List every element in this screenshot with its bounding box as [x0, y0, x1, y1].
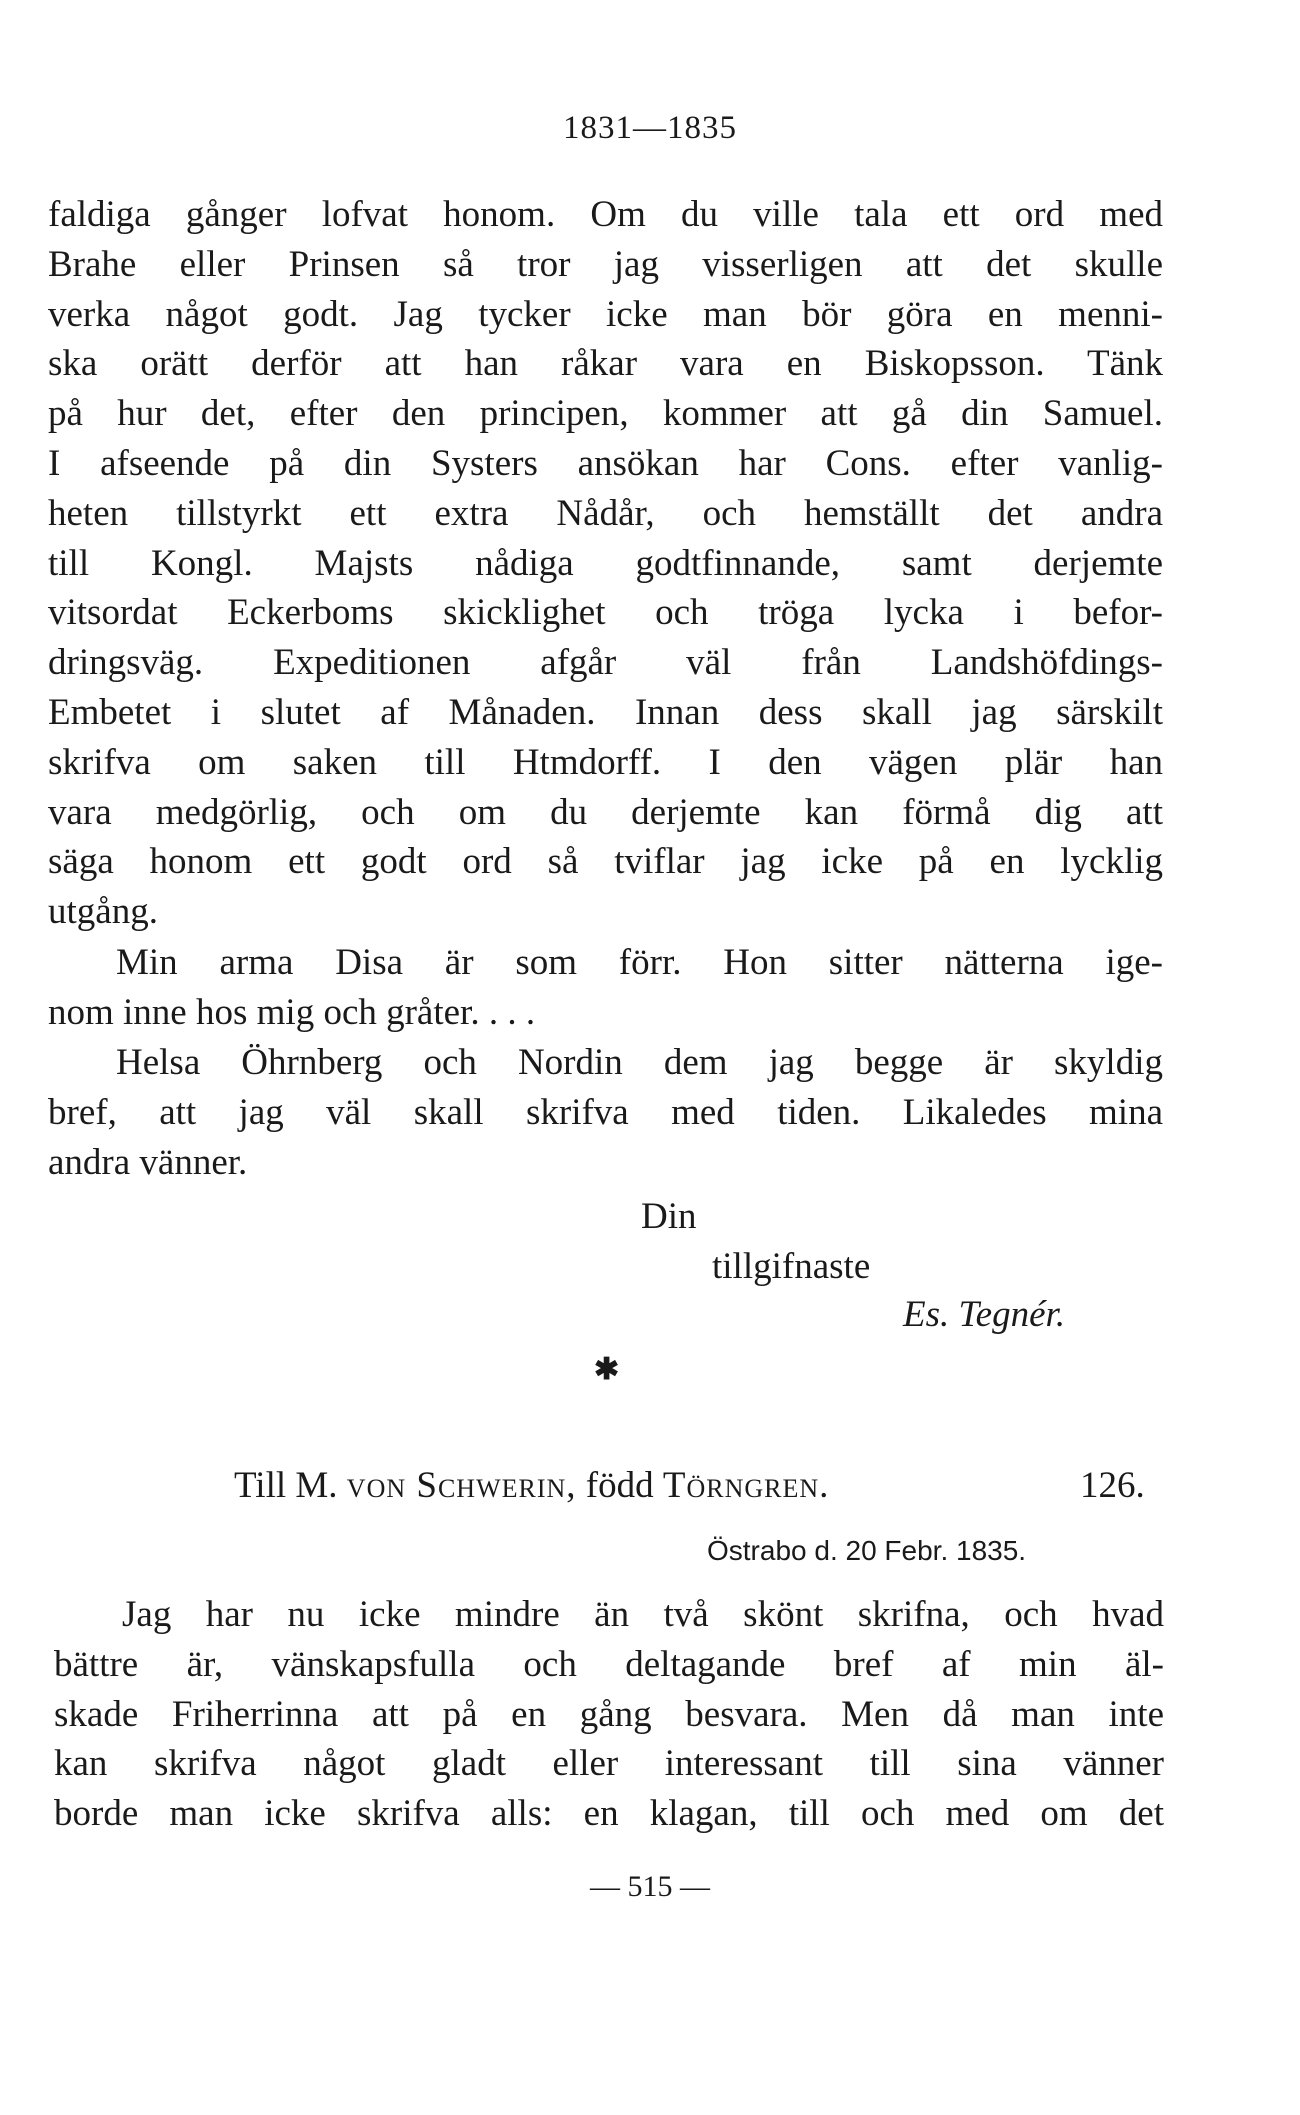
- page-number: — 515 —: [590, 1870, 710, 1903]
- text-line: I afseende på din Systers ansökan har Cons. efter vanlig-: [48, 442, 1163, 484]
- text-line: på hur det, efter den principen, kommer att gå din Samuel.: [48, 393, 1163, 435]
- text-line: heten tillstyrkt ett extra Nådår, och hemställt det andra: [48, 492, 1163, 534]
- text-line: verka något godt. Jag tycker icke man bör göra en menni-: [48, 293, 1163, 335]
- text-line: ska orätt derför att han råkar vara en Biskopsson. Tänk: [48, 343, 1163, 385]
- text-line: Brahe eller Prinsen så tror jag visserligen att det skulle: [48, 243, 1163, 285]
- signature-closing: Din: [641, 1196, 697, 1237]
- text-line: nom inne hos mig och gråter. . . .: [48, 991, 536, 1033]
- paragraph-4: [54, 1590, 1164, 1839]
- text-line: Min arma Disa är som förr. Hon sitter nätterna ige-: [116, 942, 1163, 983]
- dateline: Östrabo d. 20 Febr. 1835.: [707, 1535, 1027, 1566]
- text-line: andra vänner.: [48, 1141, 248, 1183]
- text-line: säga honom ett godt ord så tviflar jag icke på en lycklig: [48, 841, 1163, 883]
- paragraph-2: [48, 938, 1163, 1038]
- paragraph-3: [48, 1038, 1163, 1187]
- text-line: vitsordat Eckerboms skicklighet och tröga lycka i befor-: [48, 592, 1163, 634]
- text-line: skrifva om saken till Htmdorff. I den vägen plär han: [48, 741, 1163, 783]
- heading-middle: född: [585, 1465, 654, 1506]
- text-line: vara medgörlig, och om du derjemte kan förmå dig att: [48, 791, 1163, 833]
- asterisk-separator-icon: ✱: [594, 1353, 620, 1386]
- heading-recipient: von Schwerin,: [346, 1465, 577, 1506]
- text-line: faldiga gånger lofvat honom. Om du ville tala ett ord med: [48, 194, 1163, 235]
- text-line: utgång.: [48, 891, 158, 933]
- text-line: bref, att jag väl skall skrifva med tiden. Likaledes mina: [48, 1091, 1163, 1133]
- letter-number: 126.: [1080, 1465, 1145, 1506]
- text-line: skade Friherrinna att på en gång besvara. Men då man inte: [54, 1693, 1164, 1735]
- running-head: 1831—1835: [563, 110, 737, 146]
- text-line: kan skrifva något gladt eller interessant till sina vänner: [54, 1743, 1164, 1785]
- heading-prefix: Till M.: [234, 1465, 338, 1506]
- text-line: till Kongl. Majsts nådiga godtfinnande, samt derjemte: [48, 542, 1163, 584]
- text-line: bättre är, vänskapsfulla och deltagande bref af min äl-: [54, 1643, 1164, 1685]
- text-line: Embetet i slutet af Månaden. Innan dess skall jag särskilt: [48, 691, 1163, 733]
- letter-heading: [234, 1464, 1164, 1507]
- text-line: borde man icke skrifva alls: en klagan, till och med om det: [54, 1793, 1164, 1835]
- text-line: Helsa Öhrnberg och Nordin dem jag begge är skyldig: [116, 1042, 1163, 1083]
- text-line: Jag har nu icke mindre än två skönt skrifna, och hvad: [122, 1594, 1164, 1635]
- signature-adjective: tillgifnaste: [712, 1246, 871, 1287]
- heading-maiden-name: Törngren.: [662, 1465, 830, 1506]
- text-line: dringsväg. Expeditionen afgår väl från Landshöfdings-: [48, 642, 1163, 684]
- paragraph-1: [48, 190, 1163, 937]
- signature-name: Es. Tegnér.: [903, 1294, 1066, 1335]
